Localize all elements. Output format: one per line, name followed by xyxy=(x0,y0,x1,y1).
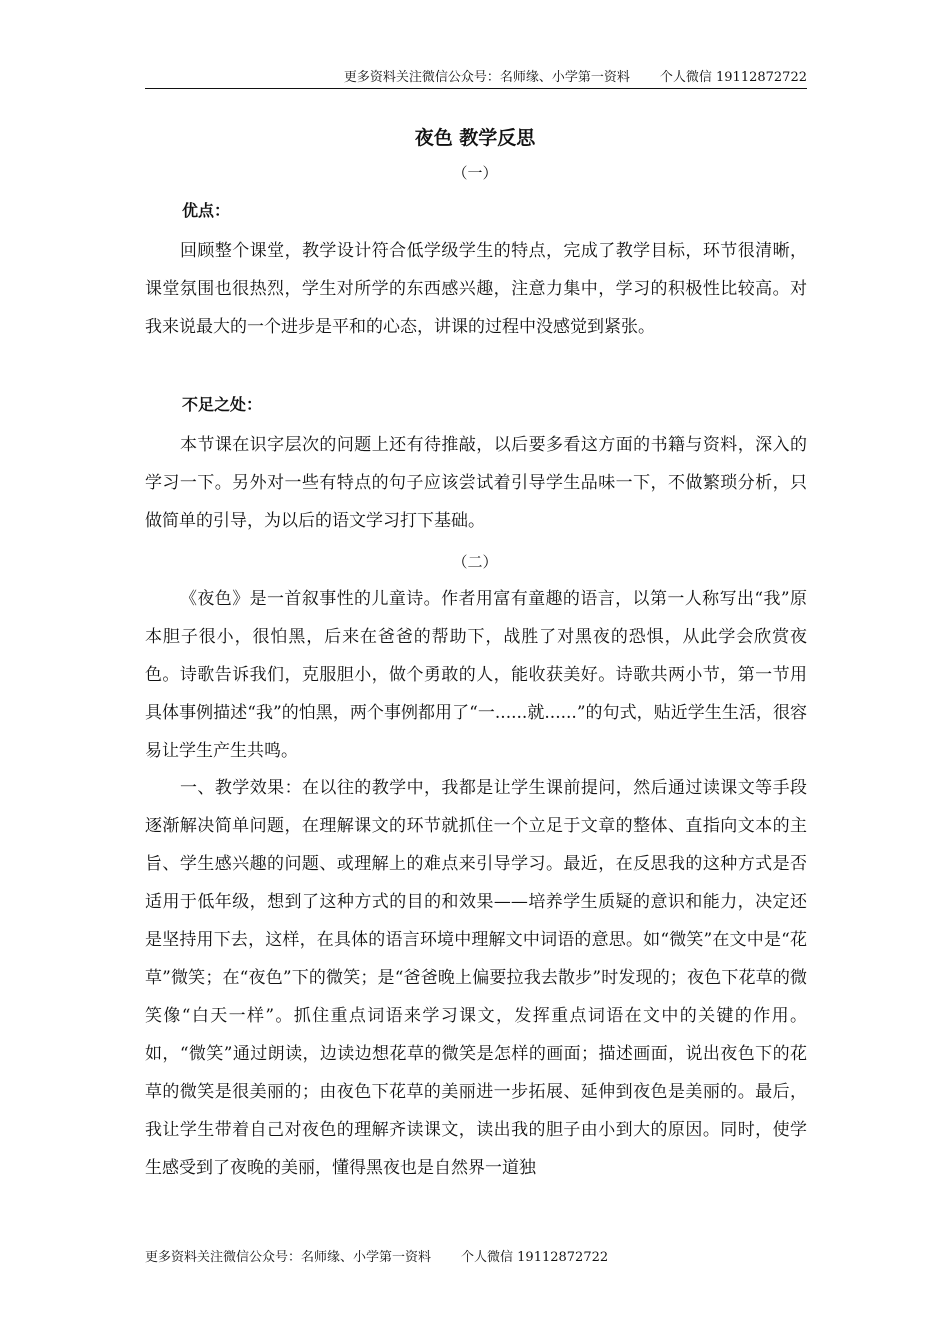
strengths-paragraph: 回顾整个课堂，教学设计符合低学级学生的特点，完成了教学目标，环节很清晰，课堂氛围也很热烈，学生对所学的东西感兴趣，注意力集中，学习的积极性比较高。对我来说最大的一个进步是平和的心态，讲课的过程中没感觉到紧张。 xyxy=(145,241,807,337)
weakness-paragraph: 本节课在识字层次的问题上还有待推敲，以后要多看这方面的书籍与资料，深入的学习一下。另外对一些有特点的句子应该尝试着引导学生品味一下，不做繁琐分析，只做简单的引导，为以后的语文学习打下基础。 xyxy=(145,435,807,531)
teaching-effect-paragraph: 一、教学效果：在以往的教学中，我都是让学生课前提问，然后通过读课文等手段逐渐解决简单问题，在理解课文的环节就抓住一个立足于文章的整体、直指向文本的主旨、学生感兴趣的问题、或理解上的难点来引导学习。最近，在反思我的这种方式是否适用于低年级，想到了这种方式的目的和效果——培养学生质疑的意识和能力，决定还是坚持用下去，这样，在具体的语言环境中理解文中词语的意思。如“微笑”在文中是“花草”微笑；在“夜色”下的微笑；是“爸爸晚上偏要拉我去散步”时发现的；夜色下花草的微笑像“白天一样”。抓住重点词语来学习课文，发挥重点词语在文中的关键的作用。如，“微笑”通过朗读，边读边想花草的微笑是怎样的画面；描述画面，说出夜色下的花草的微笑是很美丽的；由夜色下花草的美丽进一步拓展、延伸到夜色是美丽的。最后，我让学生带着自己对夜色的理解齐读课文，读出我的胆子由小到大的原因。同时，使学生感受到了夜晚的美丽，懂得黑夜也是自然界一道独 xyxy=(145,778,807,1178)
part-two-label: （二） xyxy=(452,553,498,571)
part-one-label: （一） xyxy=(452,164,498,182)
header-source: 更多资料关注微信公众号：名师缘、小学第一资料 xyxy=(343,70,630,85)
strengths-heading: 优点： xyxy=(182,201,231,220)
footer-contact: 个人微信 19112872722 xyxy=(461,1250,609,1265)
footer-source: 更多资料关注微信公众号：名师缘、小学第一资料 xyxy=(145,1250,432,1265)
weakness-heading: 不足之处： xyxy=(182,395,263,414)
page-header xyxy=(145,68,807,89)
document-title: 夜色 教学反思 xyxy=(414,127,536,149)
header-contact: 个人微信 19112872722 xyxy=(659,70,807,85)
page-footer xyxy=(145,1248,608,1268)
intro-paragraph: 《夜色》是一首叙事性的儿童诗。作者用富有童趣的语言，以第一人称写出“我”原本胆子很小，很怕黑，后来在爸爸的帮助下，战胜了对黑夜的恐惧，从此学会欣赏夜色。诗歌告诉我们，克服胆小，做个勇敢的人，能收获美好。诗歌共两小节，第一节用具体事例描述“我”的怕黑，两个事例都用了“一......就......”的句式，贴近学生生活，很容易让学生产生共鸣。 xyxy=(145,589,807,761)
